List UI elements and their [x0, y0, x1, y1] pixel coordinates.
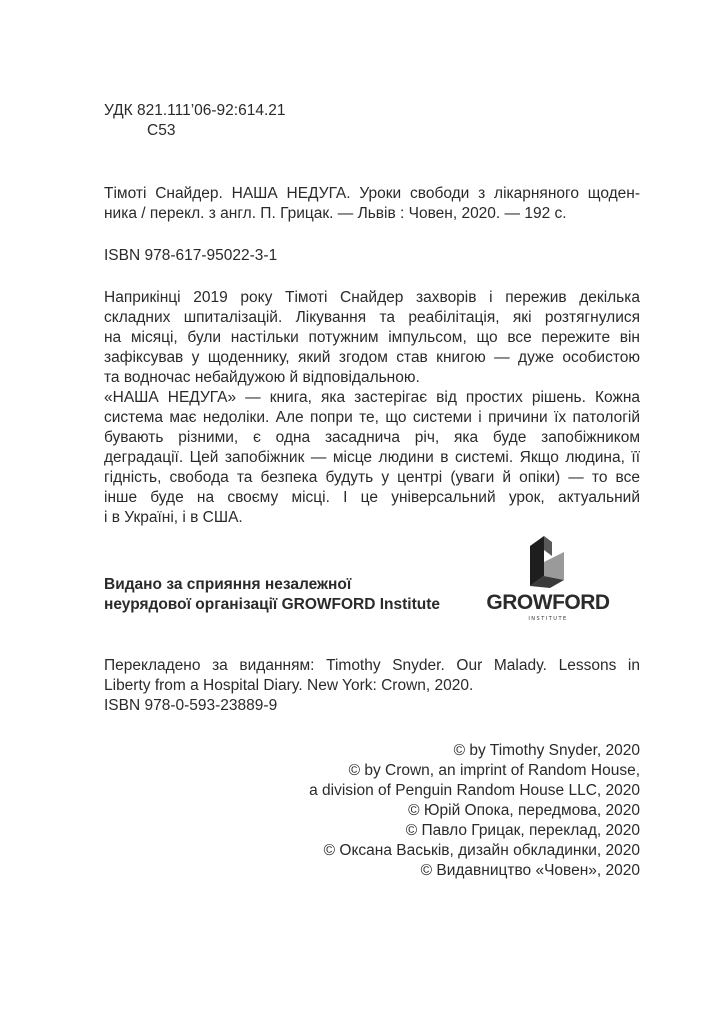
- author-mark: С53: [147, 122, 176, 139]
- copyright-line: © Юрій Опока, передмова, 2020: [408, 802, 640, 819]
- annotation-line: система має недоліки. Але попри те, що системи і причини їх патологій: [104, 409, 640, 426]
- support-line: Видано за сприяння незалежної: [104, 576, 352, 593]
- annotation: [104, 288, 640, 528]
- original-edition: [104, 656, 640, 716]
- annotation-line: бувають різними, є одна засаднича річ, яка буде запобіжником: [104, 429, 640, 446]
- copyright-line: a division of Penguin Random House LLC, 2020: [309, 782, 640, 799]
- original-isbn: ISBN 978-0-593-23889-9: [104, 697, 278, 714]
- copyright-notices: [104, 741, 640, 881]
- logo-sub-text: INSTITUTE: [528, 616, 568, 622]
- annotation-line: «НАША НЕДУГА» — книга, яка застерігає від простих рішень. Кожна: [104, 389, 640, 406]
- support-line: неурядової організації GROWFORD Institute: [104, 596, 440, 613]
- growford-logo: [486, 536, 610, 628]
- annotation-line: та водночас небайдужою й відповідальною.: [104, 369, 420, 386]
- isbn: [104, 246, 640, 266]
- copyright-line: © by Timothy Snyder, 2020: [453, 742, 640, 759]
- bibliographic-line: Тімоті Снайдер. НАША НЕДУГА. Уроки свободи з лікарняного щоден-: [104, 185, 640, 202]
- annotation-line: інше буде на своєму місці. І це універсальний урок, актуальний: [104, 489, 640, 506]
- bibliographic-line: ника / перекл. з англ. П. Грицак. — Львів : Човен, 2020. — 192 с.: [104, 205, 567, 222]
- isbn-number: ISBN 978-617-95022-3-1: [104, 247, 278, 264]
- annotation-line: деградації. Цей запобіжник — місце людини в системі. Якщо людина, її: [104, 449, 640, 466]
- copyright-line: © Павло Грицак, переклад, 2020: [405, 822, 640, 839]
- copyright-line: © by Crown, an imprint of Random House,: [348, 762, 640, 779]
- annotation-line: складних шпиталізацій. Лікування та реабілітація, які розтягнулися: [104, 309, 640, 326]
- bibliographic-description: [104, 184, 640, 224]
- annotation-line: зафіксував у щоденнику, який згодом став книгою — дуже особистою: [104, 349, 640, 366]
- annotation-line: і в Україні, і в США.: [104, 509, 243, 526]
- support-notice: [104, 575, 474, 615]
- copyright-line: © Видавництво «Човен», 2020: [420, 862, 640, 879]
- udc-block: [104, 101, 640, 141]
- udc-code: УДК 821.111’06-92:614.21: [104, 102, 286, 119]
- copyright-line: © Оксана Васьків, дизайн обкладинки, 2020: [323, 842, 640, 859]
- growford-mark-icon: [530, 536, 566, 588]
- logo-brand-text: GROWFORD: [486, 591, 610, 614]
- annotation-line: на місяці, були настільки потужним імпульсом, що все пережите він: [104, 329, 640, 346]
- annotation-line: Наприкінці 2019 року Тімоті Снайдер захворів і пережив декілька: [104, 289, 640, 306]
- annotation-line: гідність, свобода та безпека будуть у центрі (уваги й опіки) — то все: [104, 469, 640, 486]
- original-edition-line: Liberty from a Hospital Diary. New York: Crown, 2020.: [104, 677, 474, 694]
- original-edition-line: Перекладено за виданням: Timothy Snyder. Our Malady. Lessons in: [104, 657, 640, 674]
